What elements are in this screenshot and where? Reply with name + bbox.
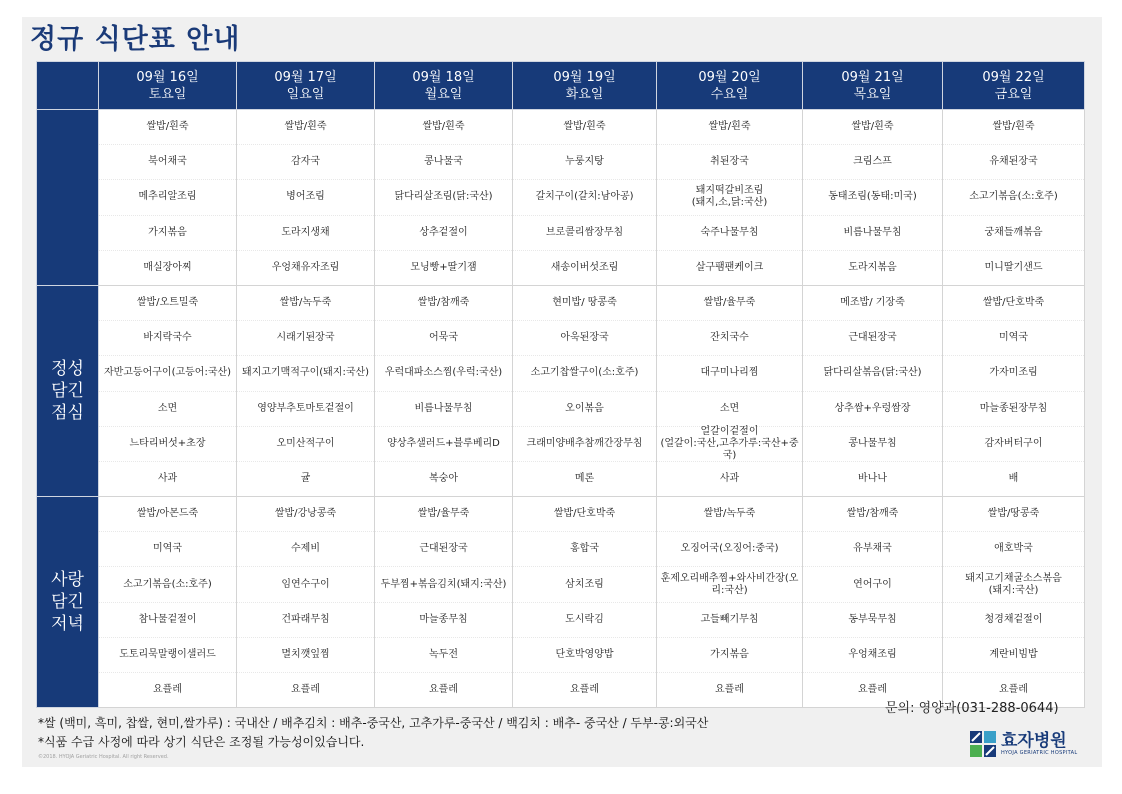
menu-item: 가자미조림	[943, 356, 1084, 391]
menu-item: 잔치국수	[657, 321, 802, 356]
menu-item: 마늘종무침	[375, 603, 512, 638]
menu-item: 수제비	[237, 532, 374, 567]
menu-item: 요플레	[153, 684, 182, 696]
menu-item: 동태조림(동태:미국)	[803, 180, 942, 215]
menu-item: 도토리묵말랭이샐러드	[99, 638, 236, 673]
menu-item: 두부찜+볶음김치(돼지:국산)	[375, 567, 512, 602]
menu-item: 쌀밥/흰죽	[99, 110, 236, 145]
logo-subtitle: HYOJA GERIATRIC HOSPITAL	[1001, 749, 1078, 756]
footnote-origin: *쌀 (백미, 흑미, 찹쌀, 현미,쌀가루) : 국내산 / 배추김치 : 배추-중국산, 고추가루-중국산 / 백김치 : 배추- 중국산 / 두부-콩:외국산	[38, 716, 709, 730]
menu-item: 애호박국	[943, 532, 1084, 567]
menu-item: 자반고등어구이(고등어:국산)	[99, 356, 236, 391]
menu-item: 배	[1008, 472, 1019, 484]
menu-item: 메조밥/ 기장죽	[803, 286, 942, 321]
menu-item: 감자국	[237, 145, 374, 180]
menu-item: 모닝빵+딸기잼	[410, 261, 477, 273]
menu-item: 돼지고기맥적구이(돼지:국산)	[237, 356, 374, 391]
menu-item: 요플레	[715, 684, 744, 696]
menu-item: 연어구이	[803, 567, 942, 602]
menu-cell	[375, 110, 513, 286]
menu-item: 매실장아찌	[143, 261, 192, 273]
day-header: 09월 20일 수요일	[657, 62, 803, 110]
menu-item: 근대된장국	[803, 321, 942, 356]
menu-item: 바나나	[858, 472, 887, 484]
menu-item: 마늘종된장무침	[943, 392, 1084, 427]
menu-item: 쌀밥/아몬드죽	[99, 497, 236, 532]
menu-item: 요플레	[291, 684, 320, 696]
hospital-logo	[970, 731, 1077, 757]
meal-label: 사랑 담긴 저녁	[37, 497, 99, 708]
menu-item: 얼갈이겉절이 (얼갈이:국산,고추가루:국산+중국)	[657, 427, 802, 462]
menu-item: 닭다리살조림(닭:국산)	[375, 180, 512, 215]
menu-cell	[943, 497, 1085, 708]
menu-item: 우엉채조림	[803, 638, 942, 673]
meal-row	[37, 285, 1085, 496]
menu-item: 쌀밥/흰죽	[657, 110, 802, 145]
menu-item: 요플레	[999, 684, 1028, 696]
menu-item: 동부묵무침	[803, 603, 942, 638]
menu-item: 어묵국	[375, 321, 512, 356]
menu-item: 소면	[657, 392, 802, 427]
menu-item: 고들빼기무침	[657, 603, 802, 638]
menu-item: 쌀밥/녹두죽	[657, 497, 802, 532]
menu-item: 미니딸기샌드	[984, 261, 1043, 273]
menu-item: 참나물겉절이	[99, 603, 236, 638]
menu-item: 쌀밥/흰죽	[513, 110, 656, 145]
menu-item: 취된장국	[657, 145, 802, 180]
menu-item: 사과	[719, 472, 740, 484]
menu-item: 소고기찹쌀구이(소:호주)	[513, 356, 656, 391]
menu-item: 계란비빔밥	[943, 638, 1084, 673]
menu-item: 도라지볶음	[848, 261, 897, 273]
logo-mark-icon	[970, 731, 996, 757]
menu-cell	[803, 497, 943, 708]
menu-item: 쌀밥/단호박죽	[513, 497, 656, 532]
menu-item: 소고기볶음(소:호주)	[99, 567, 236, 602]
menu-item: 훈제오리배추찜+와사비간장(오리:국산)	[657, 567, 802, 602]
menu-item: 소면	[99, 392, 236, 427]
menu-item: 상추겉절이	[375, 216, 512, 251]
menu-item: 상추쌈+우렁쌈장	[803, 392, 942, 427]
menu-item: 도라지생채	[237, 216, 374, 251]
menu-cell	[513, 285, 657, 496]
menu-item: 쌀밥/흰죽	[375, 110, 512, 145]
menu-item: 귤	[300, 472, 311, 484]
menu-item: 북어채국	[99, 145, 236, 180]
menu-item: 사과	[157, 472, 178, 484]
menu-item: 양상추샐러드+블루베리D	[375, 427, 512, 462]
menu-item: 콩나물무침	[803, 427, 942, 462]
menu-item: 홍합국	[513, 532, 656, 567]
menu-item: 아욱된장국	[513, 321, 656, 356]
menu-item: 메추리알조림	[99, 180, 236, 215]
menu-item: 소고기볶음(소:호주)	[943, 180, 1084, 215]
day-header: 09월 18일 월요일	[375, 62, 513, 110]
menu-cell	[513, 497, 657, 708]
menu-item: 병어조림	[237, 180, 374, 215]
menu-item: 쌀밥/강낭콩죽	[237, 497, 374, 532]
menu-cell	[943, 285, 1085, 496]
day-header: 09월 17일 일요일	[237, 62, 375, 110]
menu-item: 우엉채유자조림	[271, 261, 340, 273]
menu-item: 근대된장국	[375, 532, 512, 567]
menu-item: 요플레	[858, 684, 887, 696]
menu-item: 미역국	[943, 321, 1084, 356]
menu-item: 도시락김	[513, 603, 656, 638]
menu-item: 가지볶음	[657, 638, 802, 673]
menu-cell	[237, 497, 375, 708]
menu-item: 대구미나리찜	[657, 356, 802, 391]
menu-item: 바지락국수	[99, 321, 236, 356]
menu-item: 갈치구이(갈치:남아공)	[513, 180, 656, 215]
menu-item: 돼지고기채굴소스볶음 (돼지:국산)	[943, 567, 1084, 602]
menu-item: 숙주나물무침	[657, 216, 802, 251]
menu-item: 비름나물무침	[375, 392, 512, 427]
menu-cell	[375, 497, 513, 708]
menu-item: 궁채들깨볶음	[943, 216, 1084, 251]
menu-item: 쌀밥/오트밀죽	[99, 286, 236, 321]
menu-item: 청경채겉절이	[943, 603, 1084, 638]
menu-cell	[237, 285, 375, 496]
menu-cell	[657, 285, 803, 496]
menu-cell	[803, 110, 943, 286]
menu-item: 멸치깻잎찜	[237, 638, 374, 673]
menu-item: 건파래무침	[237, 603, 374, 638]
menu-item: 유채된장국	[943, 145, 1084, 180]
menu-item: 쌀밥/녹두죽	[237, 286, 374, 321]
menu-cell	[943, 110, 1085, 286]
menu-item: 영양부추토마토겉절이	[237, 392, 374, 427]
day-header: 09월 22일 금요일	[943, 62, 1085, 110]
menu-cell	[657, 110, 803, 286]
copyright: ©2018. HYOJA Geriatric Hospital. All right Reserved.	[38, 754, 169, 760]
footnotes	[38, 714, 708, 752]
menu-item: 누룽지탕	[513, 145, 656, 180]
menu-item: 쌀밥/참깨죽	[803, 497, 942, 532]
menu-item: 닭다리살볶음(닭:국산)	[803, 356, 942, 391]
menu-table	[36, 61, 1085, 708]
menu-item: 브로콜리쌈장무침	[513, 216, 656, 251]
meal-label: 정성 담긴 점심	[37, 285, 99, 496]
menu-item: 우럭대파소스찜(우럭:국산)	[375, 356, 512, 391]
menu-cell	[657, 497, 803, 708]
page-title: 정규 식단표 안내	[30, 24, 241, 55]
menu-item: 삼치조림	[513, 567, 656, 602]
menu-item: 쌀밥/흰죽	[237, 110, 374, 145]
day-header: 09월 21일 목요일	[803, 62, 943, 110]
menu-item: 비름나물무침	[803, 216, 942, 251]
menu-item: 현미밥/ 땅콩죽	[513, 286, 656, 321]
menu-item: 가지볶음	[99, 216, 236, 251]
meal-label	[37, 110, 99, 286]
menu-item: 복숭아	[429, 472, 458, 484]
day-header: 09월 16일 토요일	[99, 62, 237, 110]
menu-item: 요플레	[570, 684, 599, 696]
menu-item: 쌀밥/참깨죽	[375, 286, 512, 321]
menu-item: 시래기된장국	[237, 321, 374, 356]
header-row	[37, 62, 1085, 110]
menu-item: 녹두전	[375, 638, 512, 673]
menu-item: 콩나물국	[375, 145, 512, 180]
menu-cell	[237, 110, 375, 286]
day-header: 09월 19일 화요일	[513, 62, 657, 110]
menu-item: 쌀밥/율무죽	[375, 497, 512, 532]
footnote-adjustment: *식품 수급 사정에 따라 상기 식단은 조정될 가능성이있습니다.	[38, 735, 365, 749]
menu-item: 유부채국	[803, 532, 942, 567]
meal-row	[37, 110, 1085, 286]
menu-cell	[513, 110, 657, 286]
menu-item: 느타리버섯+초장	[99, 427, 236, 462]
menu-item: 새송이버섯조림	[550, 261, 619, 273]
logo-name: 효자병원	[1001, 730, 1067, 751]
menu-item: 단호박영양밥	[513, 638, 656, 673]
menu-item: 쌀밥/흰죽	[803, 110, 942, 145]
menu-item: 쌀밥/율무죽	[657, 286, 802, 321]
inquiry-contact: 문의: 영양과(031-288-0644)	[885, 701, 1059, 716]
menu-item: 오징어국(오징어:중국)	[657, 532, 802, 567]
menu-cell	[99, 110, 237, 286]
menu-item: 쌀밥/흰죽	[943, 110, 1084, 145]
header-corner	[37, 62, 99, 110]
menu-cell	[375, 285, 513, 496]
menu-item: 크림스프	[803, 145, 942, 180]
menu-item: 임연수구이	[237, 567, 374, 602]
menu-cell	[99, 497, 237, 708]
meal-row	[37, 497, 1085, 708]
menu-item: 크래미양배추참깨간장무침	[513, 427, 656, 462]
menu-cell	[99, 285, 237, 496]
menu-item: 요플레	[429, 684, 458, 696]
menu-item: 오미산적구이	[237, 427, 374, 462]
menu-item: 쌀밥/땅콩죽	[943, 497, 1084, 532]
menu-item: 쌀밥/단호박죽	[943, 286, 1084, 321]
menu-item: 메론	[574, 472, 595, 484]
menu-cell	[803, 285, 943, 496]
menu-item: 살구팸팬케이크	[695, 261, 764, 273]
menu-item: 미역국	[99, 532, 236, 567]
menu-item: 돼지떡갈비조림 (돼지,소,닭:국산)	[657, 180, 802, 215]
menu-item: 감자버터구이	[943, 427, 1084, 462]
menu-item: 오이볶음	[513, 392, 656, 427]
